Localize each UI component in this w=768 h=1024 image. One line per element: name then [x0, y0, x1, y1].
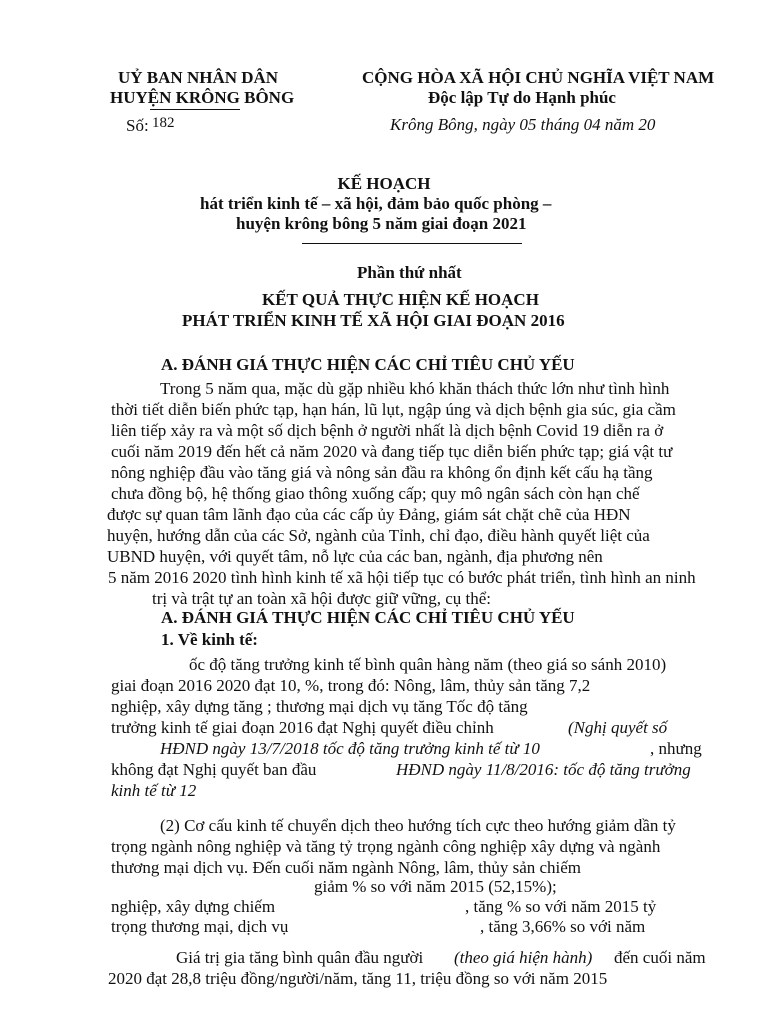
para1-line: huyện, hướng dẫn của các Sở, ngành của Tỉnh, chỉ đạo, điều hành quyết liệt của: [107, 526, 650, 545]
para2-line: , nhưng: [650, 739, 702, 758]
date-line: Krông Bông, ngày 05 tháng 04 năm 20: [390, 115, 656, 134]
org-line-2: HUYỆN KRÔNG BÔNG: [110, 88, 295, 107]
section-a-heading-repeat: A. ĐÁNH GIÁ THỰC HIỆN CÁC CHỈ TIÊU CHỦ YẾU: [161, 608, 575, 627]
para1-line: 5 năm 2016 2020 tình hình kinh tế xã hội tiếp tục có bước phát triển, tình hình an ninh: [108, 568, 696, 587]
para4-italic: (theo giá hiện hành): [454, 948, 593, 967]
para3-line: (2) Cơ cấu kinh tế chuyển dịch theo hướng tích cực theo hướng giảm dần tỷ: [160, 816, 676, 835]
para3-line: giảm % so với năm 2015 (52,15%);: [314, 877, 557, 896]
doc-subtitle-2: huyện krông bông 5 năm giai đoạn 2021: [236, 214, 527, 233]
doc-title: KẾ HOẠCH: [337, 174, 431, 193]
para1-line: cuối năm 2019 đến hết cả năm 2020 và đang tiếp tục diễn biến phức tạp; giá vật tư: [111, 442, 673, 461]
para1-line: liên tiếp xảy ra và một số dịch bệnh ở người nhất là dịch bệnh Covid 19 diễn ra ở: [111, 421, 664, 440]
para2-italic: HĐND ngày 13/7/2018 tốc độ tăng trưởng kinh tế từ 10: [160, 739, 540, 758]
subsection-economy: 1. Về kinh tế:: [161, 630, 258, 649]
para1-line: chưa đồng bộ, hệ thống giao thông xuống cấp; quy mô ngân sách còn hạn chế: [111, 484, 640, 503]
para1-line: được sự quan tâm lãnh đạo của các cấp ủy Đảng, giám sát chặt chẽ của HĐN: [107, 505, 631, 524]
para3-line: trọng thương mại, dịch vụ: [111, 917, 289, 936]
doc-number-value: 182: [152, 115, 175, 131]
para2-italic: HĐND ngày 11/8/2016: tốc độ tăng trưởng: [396, 760, 691, 779]
doc-subtitle-1: hát triển kinh tế – xã hội, đảm bảo quốc phòng –: [200, 194, 552, 213]
para2-line: ốc độ tăng trưởng kinh tế bình quân hàng năm (theo giá so sánh 2010): [189, 655, 667, 674]
nation-title: CỘNG HÒA XÃ HỘI CHỦ NGHĨA VIỆT NAM: [362, 68, 715, 87]
para2-line: nghiệp, xây dựng tăng ; thương mại dịch vụ tăng Tốc độ tăng: [111, 697, 528, 716]
section-a-heading: A. ĐÁNH GIÁ THỰC HIỆN CÁC CHỈ TIÊU CHỦ YẾU: [161, 355, 575, 374]
para4-line: 2020 đạt 28,8 triệu đồng/người/năm, tăng 11, triệu đồng so với năm 2015: [108, 969, 608, 988]
para3-line: trọng ngành nông nghiệp và tăng tỷ trọng ngành công nghiệp xây dựng và ngành: [111, 837, 661, 856]
para1-line: UBND huyện, với quyết tâm, nỗ lực của các ban, ngành, địa phương nên: [107, 547, 603, 566]
para1-line: nông nghiệp đầu vào tăng giá và nông sản đầu ra không ổn định kết cấu hạ tầng: [111, 463, 653, 482]
doc-number-label: Số:: [126, 116, 149, 135]
para2-italic: (Nghị quyết số: [568, 718, 668, 737]
para1-line: Trong 5 năm qua, mặc dù gặp nhiều khó khăn thách thức lớn như tình hình: [160, 379, 670, 398]
para2-italic: kinh tế từ 12: [111, 781, 197, 800]
para3-line: thương mại dịch vụ. Đến cuối năm ngành Nông, lâm, thủy sản chiếm: [111, 858, 582, 877]
motto: Độc lập Tự do Hạnh phúc: [428, 88, 616, 107]
para4-line: đến cuối năm: [614, 948, 706, 967]
part-title-2: PHÁT TRIỂN KINH TẾ XÃ HỘI GIAI ĐOẠN 2016: [182, 311, 565, 330]
part-title-1: KẾT QUẢ THỰC HIỆN KẾ HOẠCH: [262, 290, 539, 309]
org-underline: [150, 109, 240, 110]
para2-line: không đạt Nghị quyết ban đầu: [111, 760, 317, 779]
part-heading: Phần thứ nhất: [357, 263, 462, 282]
para3-line: , tăng 3,66% so với năm: [480, 917, 646, 936]
title-rule: [302, 243, 522, 244]
para1-line: trị và trật tự an toàn xã hội được giữ vững, cụ thể:: [152, 589, 492, 608]
para1-line: thời tiết diễn biến phức tạp, hạn hán, lũ lụt, ngập úng và dịch bệnh gia súc, gia cầm: [111, 400, 676, 419]
para3-line: , tăng % so với năm 2015 tỷ: [465, 897, 657, 916]
para4-line: Giá trị gia tăng bình quân đầu người: [176, 948, 424, 967]
para2-line: trưởng kinh tế giai đoạn 2016 đạt Nghị quyết điều chỉnh: [111, 718, 494, 737]
para2-line: giai đoạn 2016 2020 đạt 10, %, trong đó: Nông, lâm, thủy sản tăng 7,2: [111, 676, 591, 695]
org-line-1: UỶ BAN NHÂN DÂN: [118, 68, 279, 87]
para3-line: nghiệp, xây dựng chiếm: [111, 897, 276, 916]
